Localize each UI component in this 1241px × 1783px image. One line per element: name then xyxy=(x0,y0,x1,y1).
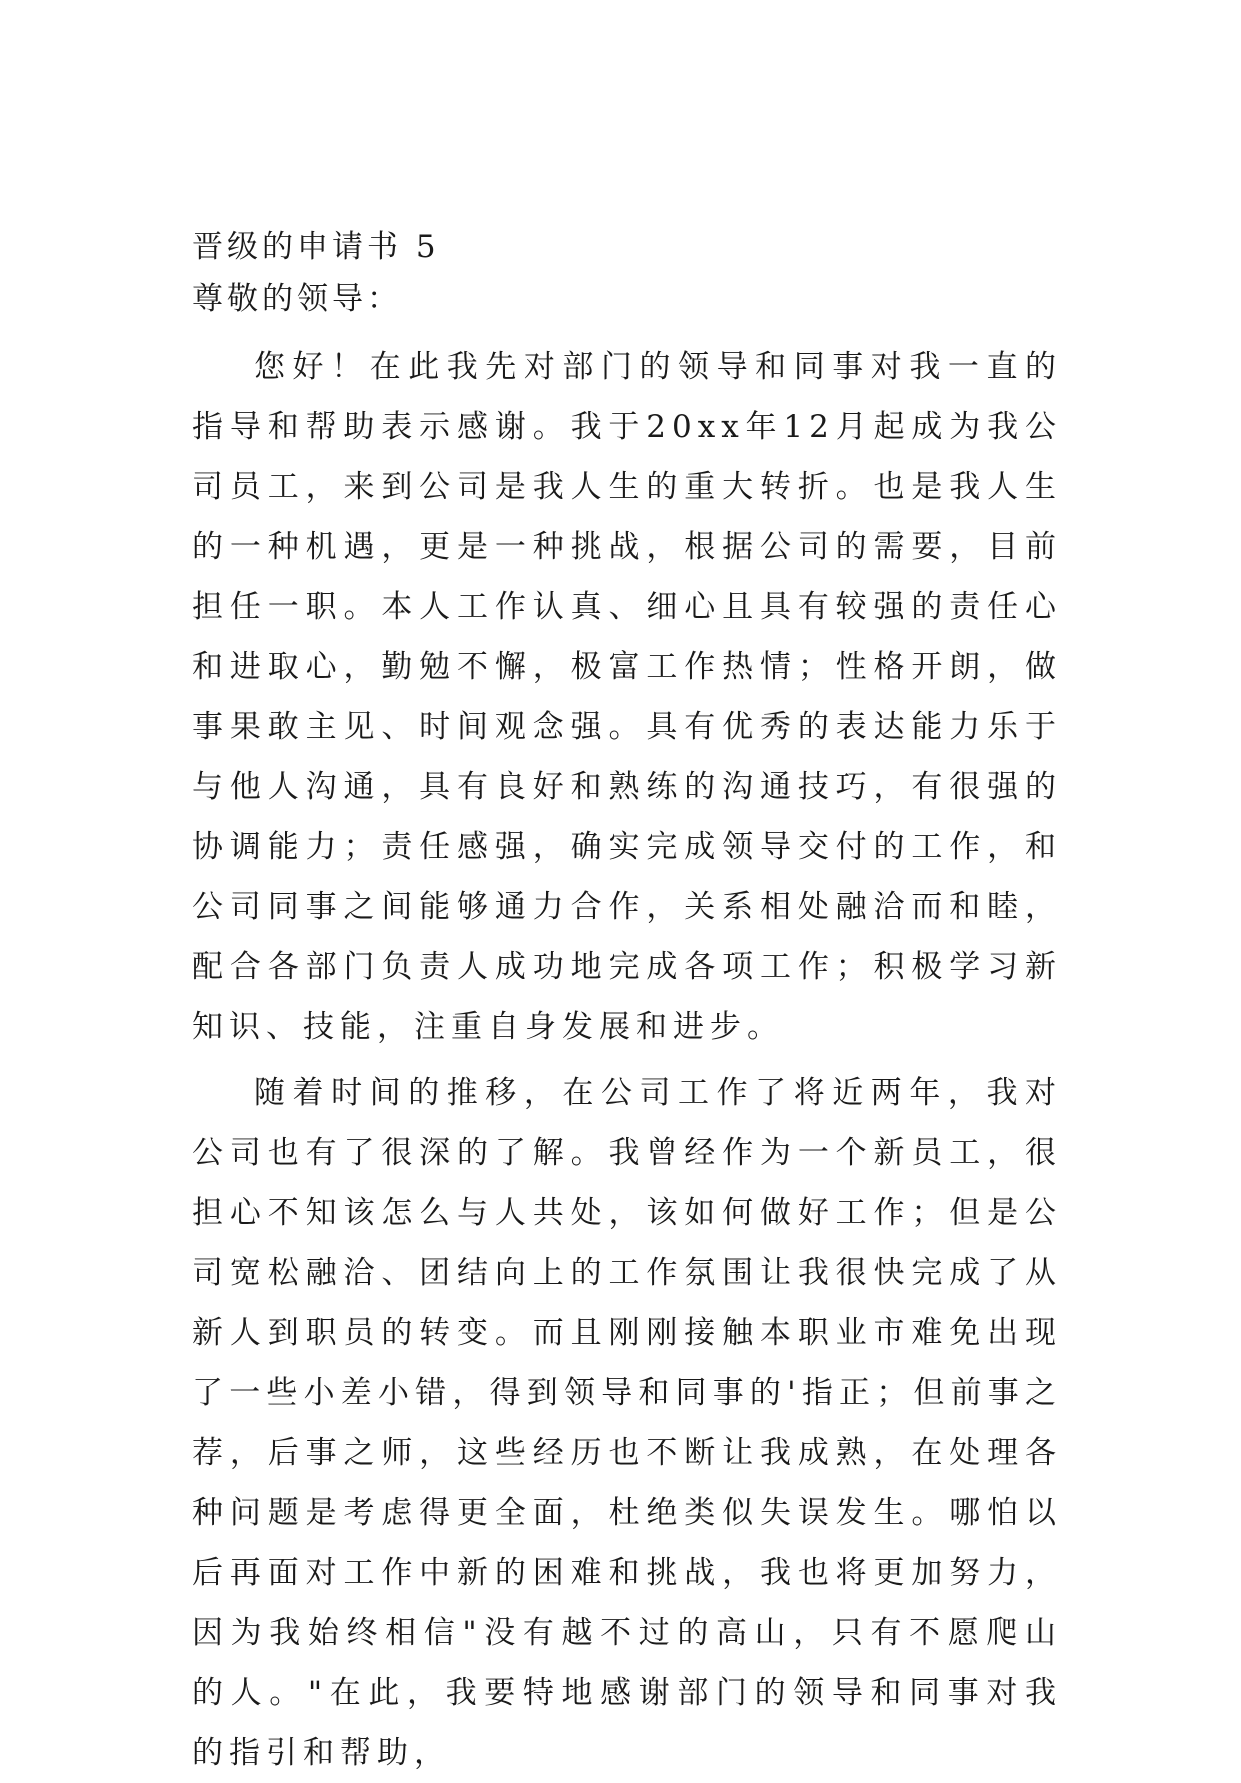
salutation: 尊敬的领导： xyxy=(192,281,402,317)
paragraph-2: 随着时间的推移，在公司工作了将近两年，我对公司也有了很深的了解。我曾经作为一个新员工，很担心不知该怎么与人共处，该如何做好工作；但是公司宽松融洽、团结向上的工作氛围让我很快完成了从新人到职员的转变。而且刚刚接触本职业市难免出现了一些小差小错，得到领导和同事的'指正；但前事之荐，后事之师，这些经历也不断让我成熟，在处理各种问题是考虑得更全面，杜绝类似失误发生。哪怕以后再面对工作中新的困难和挑战，我也将更加努力，因为我始终相信"没有越不过的高山，只有不愿爬山的人。"在此，我要特地感谢部门的领导和同事对我的指引和帮助， xyxy=(192,1075,1062,1771)
document-body xyxy=(192,223,1062,1783)
paragraph-1: 您好！在此我先对部门的领导和同事对我一直的指导和帮助表示感谢。我于20xx年12月起成为我公司员工，来到公司是我人生的重大转折。也是我人生的一种机遇，更是一种挑战，根据公司的需要，目前担任一职。本人工作认真、细心且具有较强的责任心和进取心，勤勉不懈，极富工作热情；性格开朗，做事果敢主见、时间观念强。具有优秀的表达能力乐于与他人沟通，具有良好和熟练的沟通技巧，有很强的协调能力；责任感强，确实完成领导交付的工作，和公司同事之间能够通力合作，关系相处融洽而和睦，配合各部门负责人成功地完成各项工作；积极学习新知识、技能，注重自身发展和进步。 xyxy=(192,349,1062,1045)
document-title: 晋级的申请书 5 xyxy=(192,229,440,265)
